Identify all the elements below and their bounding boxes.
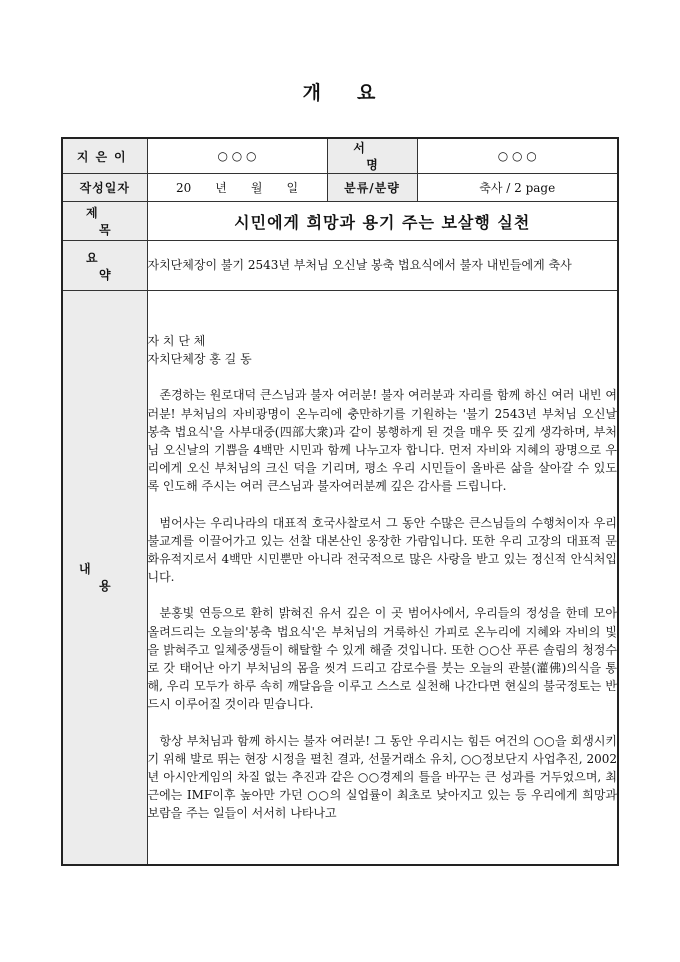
subject-row bbox=[62, 202, 618, 241]
content-paragraph: 존경하는 원로대덕 큰스님과 불자 여러분! 불자 여러분과 자리를 함께 하신 여러 내빈 여러분! 부처님의 자비광명이 온누리에 충만하기를 기원하는 '불기 2543년 부처님 오신날 봉축 법요식'을 사부대중(四部大衆)과 같이 봉행하게 된 것을 매우 뜻 깊게 생각하며, 부처님 오신날의 기쁨을 4백만 시민과 함께 나누고자 합니다. 먼저 자비와 지혜의 광명으로 우리에게 오신 부처님의 크신 덕을 기리며, 평소 우리 시민들이 올바른 삶을 살아갈 수 있도록 인도해 주시는 여러 큰스님과 불자여러분께 깊은 감사를 드립니다. bbox=[147, 388, 617, 494]
date-category-row bbox=[62, 174, 618, 202]
page-title bbox=[0, 78, 680, 105]
signature-label: 서 명 bbox=[327, 138, 417, 174]
content-body bbox=[147, 291, 618, 865]
content-label: 내 용 bbox=[62, 291, 147, 865]
author-row bbox=[62, 138, 618, 174]
author-value: ○ ○ ○ bbox=[147, 138, 327, 174]
date-value: 20 년 월 일 bbox=[147, 174, 327, 202]
summary-label: 요 약 bbox=[62, 241, 147, 291]
subject-label: 제 목 bbox=[62, 202, 147, 241]
summary-row bbox=[62, 241, 618, 291]
overview-table bbox=[61, 137, 619, 866]
summary-value: 자치단체장이 불기 2543년 부처님 오신날 봉축 법요식에서 불자 내빈들에게 축사 bbox=[147, 241, 618, 291]
content-paragraph: 분홍빛 연등으로 환히 밝혀진 유서 깊은 이 곳 범어사에서, 우리들의 정성을 한데 모아 올려드리는 오늘의'봉축 법요식'은 부처님의 거룩하신 가피로 온누리에 지혜와 자비의 빛을 밝혀주고 일체중생들이 해탈할 수 있게 해줄 것입니다. 또한 ○○산 푸른 솔림의 청정수로 갓 태어난 아기 부처님의 몸을 씻겨 드리고 감로수를 붓는 오늘의 관불(灌佛)의식을 통해, 우리 모두가 하루 속히 깨달음을 이루고 스스로 실천해 나간다면 현실의 불국정토는 반드시 이루어질 것이라 믿습니다. bbox=[147, 606, 617, 712]
category-value: 축사 / 2 page bbox=[417, 174, 618, 202]
subject-value: 시민에게 희망과 용기 주는 보살행 실천 bbox=[147, 202, 618, 241]
page-title-right: 요 bbox=[357, 82, 378, 104]
signature-value: ○ ○ ○ bbox=[417, 138, 618, 174]
content-speaker: 자치단체장 홍 길 동 bbox=[147, 352, 252, 367]
date-label: 작성일자 bbox=[62, 174, 147, 202]
page-title-left: 개 bbox=[302, 82, 323, 104]
content-paragraph: 항상 부처님과 함께 하시는 불자 여러분! 그 동안 우리시는 힘든 여건의 ○○을 회생시키기 위해 발로 뛰는 현장 시정을 펼친 결과, 선물거래소 유치, ○○정보단지 사업추진, 2002년 아시안게임의 차질 없는 추진과 같은 ○○경제의 틀을 바꾸는 큰 성과를 거두었으며, 최근에는 IMF이후 높아만 가던 ○○의 실업률이 최초로 낮아지고 있는 등 우리에게 희망과 보람을 주는 일들이 서서히 나타나고 bbox=[147, 733, 617, 821]
author-label: 지은이 bbox=[62, 138, 147, 174]
content-row bbox=[62, 291, 618, 865]
content-paragraph: 범어사는 우리나라의 대표적 호국사찰로서 그 동안 수많은 큰스님들의 수행처이자 우리 불교계를 이끌어가고 있는 선찰 대본산인 웅장한 가람입니다. 또한 우리 고장의 대표적 문화유적지로서 4백만 시민뿐만 아니라 전국적으로 많은 사랑을 받고 있는 정신적 안식처입니다. bbox=[147, 515, 617, 585]
category-label: 분류/분량 bbox=[327, 174, 417, 202]
content-org: 자 치 단 체 bbox=[147, 333, 206, 348]
